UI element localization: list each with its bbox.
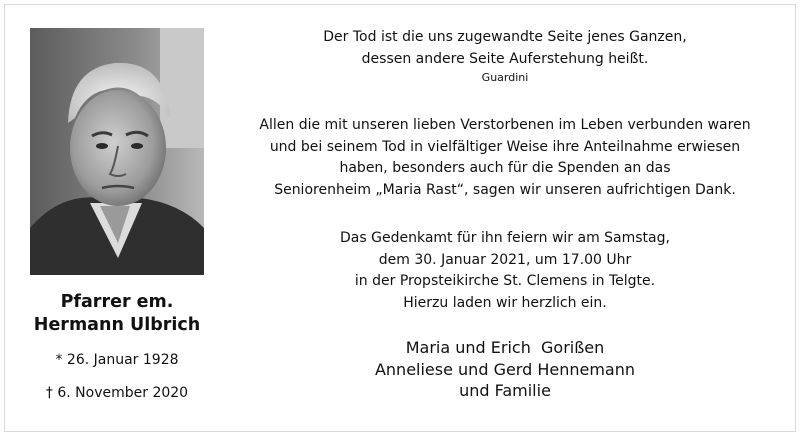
service-line: Das Gedenkamt für ihn feiern wir am Samstag, (340, 230, 670, 246)
birth-date: * 26. Januar 1928 (55, 352, 179, 368)
thanks-line: Allen die mit unseren lieben Verstorbenen im Leben verbunden waren (259, 117, 751, 133)
deceased-title: Pfarrer em. (60, 292, 174, 312)
signer-line: Maria und Erich Gorißen (405, 338, 605, 357)
quote-line: dessen andere Seite Auferstehung heißt. (361, 50, 649, 67)
thanks-line: Seniorenheim „Maria Rast“, sagen wir unseren aufrichtigen Dank. (274, 181, 736, 198)
signer-line: und Familie (459, 381, 551, 400)
service-line: Hierzu laden wir herzlich ein. (403, 294, 607, 311)
thanks-block (220, 115, 790, 201)
signers-block (220, 337, 790, 402)
quote-source: Guardini (481, 71, 529, 84)
service-line: dem 30. Januar 2021, um 17.00 Uhr (378, 251, 632, 268)
death-date: † 6. November 2020 (45, 385, 189, 401)
portrait-photo (30, 28, 204, 275)
deceased-name: Hermann Ulbrich (33, 315, 201, 335)
thanks-line: haben, besonders auch für die Spenden an das (339, 160, 671, 176)
quote-line: Der Tod ist die uns zugewandte Seite jenes Ganzen, (323, 29, 687, 45)
thanks-line: und bei seinem Tod in vielfältiger Weise ihre Anteilnahme erwiesen (269, 138, 741, 155)
service-line: in der Propsteikirche St. Clemens in Telgte. (354, 273, 656, 289)
quote-block (220, 27, 790, 85)
signer-line: Anneliese und Gerd Hennemann (374, 359, 636, 379)
service-block (220, 228, 790, 314)
portrait-image (30, 28, 204, 275)
